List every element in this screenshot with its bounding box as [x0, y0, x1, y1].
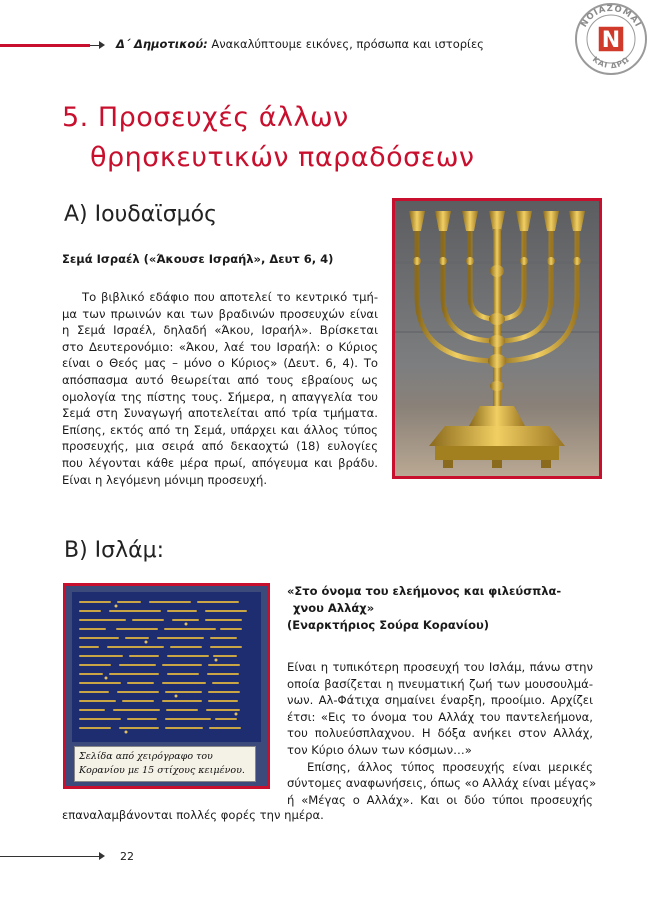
section-heading-judaism: Α) Ιουδαϊσμός: [64, 202, 218, 227]
paragraph-line: στο Δευτερονόμιο: «Άκου, λαέ του Ισραήλ: ο Κύριος: [62, 339, 378, 354]
islam-paragraph-tail: επαναλαμβάνονται πολλές φορές την ημέρα.: [62, 808, 324, 822]
noiazomai-stamp-logo: [574, 2, 648, 76]
svg-text:ΚΑΙ ΔΡΩ: [591, 55, 631, 71]
chapter-title-line2: θρησκευτικών παραδόσεων: [90, 142, 475, 173]
chapter-title: [62, 98, 475, 178]
paragraph-line: Επίσης, εκτός από τη Σεμά, υπάρχει και άλλος τύπος: [62, 422, 378, 437]
paragraph-line: Το βιβλικό εδάφιο που αποτελεί το κεντρικό τμή-: [82, 290, 378, 304]
section-heading-islam: Β) Ισλάμ:: [64, 538, 165, 563]
paragraph-line: ή «Μέγας ο Αλλάχ». Και οι δύο τύποι προσευχής: [287, 792, 593, 807]
paragraph-line: νων. Αλ-Φάτιχα σημαίνει έναρξη, προοίμιο. Αρχίζει: [287, 693, 593, 708]
caption-line1: Σελίδα από χειρόγραφο του: [79, 751, 213, 762]
quote-source: (Εναρκτήριος Σούρα Κορανίου): [287, 618, 490, 632]
judaism-paragraph: [62, 289, 378, 488]
paragraph-line: έτσι: «Εις το όνομα του Αλλάχ του παντελεήμονα,: [287, 709, 593, 724]
caption-line2: Κορανίου με 15 στίχους κειμένου.: [79, 765, 245, 776]
paragraph-line: τον Κύριο όλων των κόσμων…»: [287, 742, 472, 757]
paragraph-line: Είναι η λεγόμενη μόνιμη προσευχή.: [62, 472, 268, 487]
paragraph-line: η Σεμά Ισραέλ, δηλαδή «Άκου, Ισραήλ». Βρίσκεται: [62, 323, 378, 338]
page-number: 22: [120, 850, 134, 863]
header-book-title: Ανακαλύπτουμε εικόνες, πρόσωπα και ιστορίες: [211, 37, 484, 51]
paragraph-line: ομολογία της πίστης τους. Σήμερα, η απαγγελία του: [62, 389, 378, 404]
menorah-illustration: [395, 201, 599, 476]
paragraph-line: μα των πρωινών και των βραδινών προσευχών είναι: [62, 306, 378, 321]
paragraph-line: οποία βασίζεται η πνευματική ζωή των μουσουλμά-: [287, 676, 593, 691]
stamp-letter: N: [601, 28, 621, 53]
footer-rule: [0, 856, 100, 857]
paragraph-line: είναι ο Θεός μας – μόνο ο Κύριος» (Δευτ. 6, 4). Το: [62, 356, 378, 371]
paragraph-line: Επίσης, άλλος τύπος προσευχής είναι μερικές: [307, 759, 593, 774]
paragraph-line: προσευχής, μια σειρά από δεκαοχτώ (18) ευλογίες: [62, 439, 378, 454]
paragraph-line: Είναι η τυπικότερη προσευχή του Ισλάμ, πάνω στην: [287, 660, 593, 674]
quran-manuscript-photo: [63, 583, 270, 789]
header-arrow-icon: [99, 41, 105, 49]
chapter-title-line1: 5. Προσευχές άλλων: [62, 102, 349, 133]
paragraph-line: που λέγονται κάθε μέρα πρωί, απόγευμα και βράδυ.: [62, 455, 378, 470]
islam-paragraph: [287, 659, 597, 808]
paragraph-line: του πολυεύσπλαχνου. Η δόξα ανήκει στον Αλλάχ,: [287, 726, 593, 741]
quote-line1: «Στο όνομα του ελεήμονος και φιλεύσπλα-: [287, 584, 562, 598]
paragraph-line: Σεμά στη Συναγωγή αποτελείται από τρία τμήματα.: [62, 406, 378, 421]
running-header: [116, 37, 484, 51]
footer-arrow-icon: [99, 852, 105, 860]
stamp-top-text: ΝΟΙΑΖΟΜΑΙ: [579, 3, 643, 30]
stamp-bottom-text: ΚΑΙ ΔΡΩ: [590, 54, 632, 71]
paragraph-line: απόσπασμα αυτό θεωρείται από τους εβραίους ως: [62, 372, 378, 387]
shema-subheading: Σεμά Ισραέλ («Άκουσε Ισραήλ», Δευτ 6, 4): [62, 252, 334, 266]
header-grade: Δ΄ Δημοτικού:: [116, 37, 208, 51]
menorah-photo: [392, 198, 602, 479]
paragraph-line: σύντομες αναφωνήσεις, όπως «ο Αλλάχ είναι μέγας»: [287, 776, 597, 791]
quran-image-caption: [74, 746, 256, 782]
quran-quote-heading: [287, 583, 561, 634]
header-accent-bar: [0, 44, 90, 47]
quote-line2: χνου Αλλάχ»: [293, 601, 375, 615]
